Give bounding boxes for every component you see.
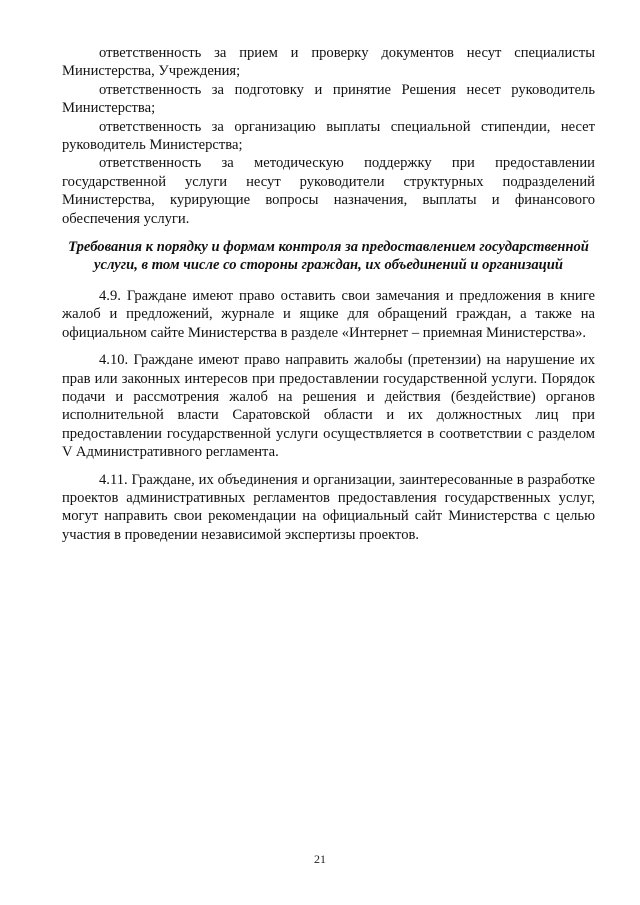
clause-4-9: 4.9. Граждане имеют право оставить свои замечания и предложения в книге жалоб и предложений, журнале и ящике для обращений граждан, а также на официальном сайте Министерства в разделе «Интернет – приемная Министерства». xyxy=(62,287,595,341)
paragraph-responsibility-documents: ответственность за прием и проверку документов несут специалисты Министерства, Учреждения; xyxy=(62,45,595,80)
page-number: 21 xyxy=(314,852,326,866)
clause-4-11: 4.11. Граждане, их объединения и организации, заинтересованные в разработке проектов административных регламентов предоставления государственных услуг, могут направить свои рекомендации на официальный сайт Министерства с целью участия в проведении независимой экспертизы проектов. xyxy=(62,471,595,543)
section-heading: Требования к порядку и формам контроля за предоставлением государственной услуги, в том числе со стороны граждан, их объединений и организаций xyxy=(68,239,589,274)
paragraph-responsibility-decision: ответственность за подготовку и принятие Решения несет руководитель Министерства; xyxy=(62,81,595,117)
document-page xyxy=(62,44,595,544)
paragraph-responsibility-payment: ответственность за организацию выплаты специальной стипендии, несет руководитель Министерства; xyxy=(62,118,595,154)
paragraph-responsibility-methodical: ответственность за методическую поддержку при предоставлении государственной услуги несут руководители структурных подразделений Министерства, курирующие вопросы назначения, выплаты и финансового обеспечения услуги. xyxy=(62,155,595,227)
clause-4-10: 4.10. Граждане имеют право направить жалобы (претензии) на нарушение их прав или законных интересов при предоставлении государственной услуги. Порядок подачи и рассмотрения жалоб на решения и действия (бездействие) органов исполнительной власти Саратовской области и их должностных лиц при предоставлении государственной услуги осуществляется в соответствии с разделом V Административного регламента. xyxy=(62,352,595,461)
